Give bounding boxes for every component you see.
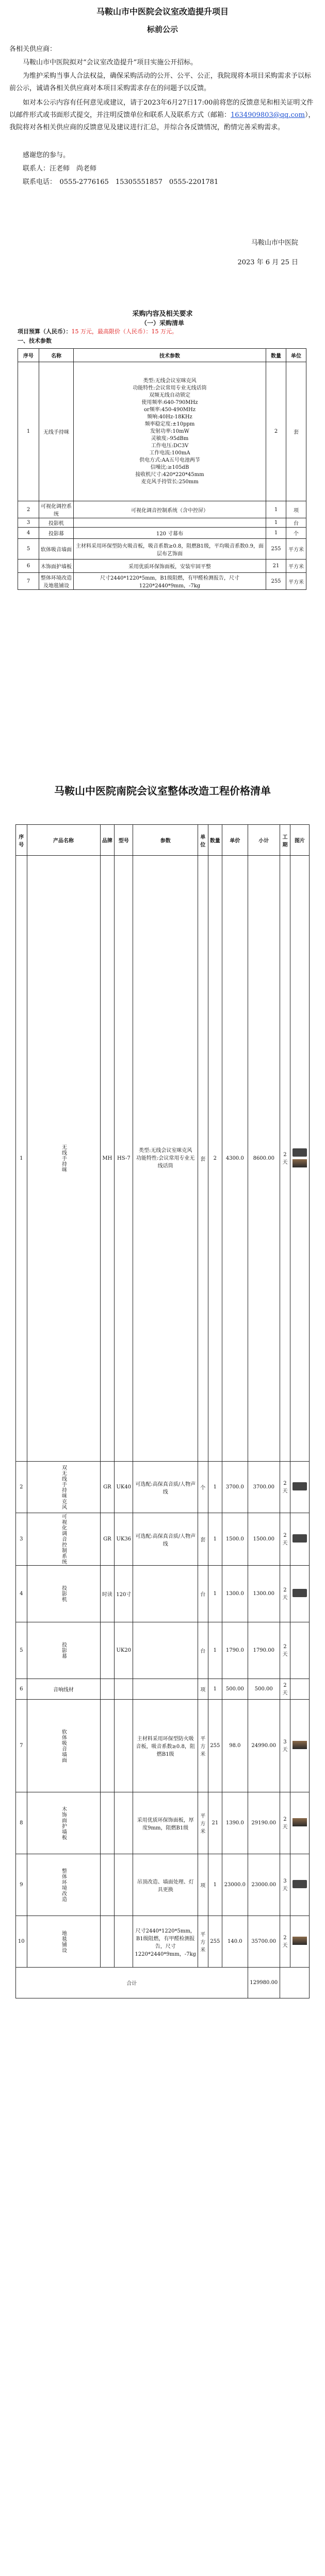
price-h-params: 参数 — [133, 825, 198, 856]
cell-price: 500.00 — [222, 1679, 248, 1700]
table-row — [16, 1513, 310, 1566]
cell-image — [290, 1854, 310, 1916]
cell-params — [74, 518, 266, 528]
email-link[interactable]: 1634909803@qq.com — [231, 111, 305, 119]
cell-no: 1 — [18, 362, 39, 501]
cell-no: 5 — [18, 539, 39, 560]
cell-brand: MH — [100, 856, 115, 1462]
cell-model — [115, 1854, 133, 1916]
cell-qty: 1 — [208, 1854, 222, 1916]
table-row — [18, 501, 306, 518]
cell-brand: GR — [100, 1462, 115, 1513]
cell-unit: 套 — [286, 362, 306, 501]
cell-image — [290, 856, 310, 1462]
cell-qty: 255 — [266, 573, 286, 590]
budget-label: 项目预算（人民币）： — [18, 328, 72, 335]
cell-params: 类型:无线会议室咪克风 功能特性:会议常用专业无线话筒 — [133, 856, 198, 1462]
cell-no: 2 — [16, 1462, 27, 1513]
price-h-no: 序号 — [16, 825, 27, 856]
cell-unit: 平方米 — [286, 560, 306, 573]
table-row — [16, 1622, 310, 1679]
cell-unit: 套 — [198, 856, 208, 1462]
price-header — [16, 825, 310, 856]
para2: 为维护采购当事人合法权益，确保采购活动的公开、公平、公正，我院现将本项目采购需求予以标前公示，诚请各相关供应商对本项目采购需求存在的问题予以反馈。 — [9, 72, 312, 92]
price-h-brand: 品牌 — [100, 825, 115, 856]
cell-unit: 平方米 — [198, 1916, 208, 1968]
cell-unit: 个 — [286, 528, 306, 539]
table-row — [16, 1679, 310, 1700]
cell-qty: 21 — [208, 1792, 222, 1854]
cell-params: 尺寸2440*1220*5mm，B1级阻燃，有甲醛检测报告，尺寸1220*2440*9mm，-7kg — [74, 573, 266, 590]
cell-period: 2天 — [280, 1513, 290, 1566]
cell-qty: 1 — [208, 1462, 222, 1513]
cell-model: UK40 — [115, 1462, 133, 1513]
cell-period: 3天 — [280, 1854, 290, 1916]
cell-qty: 2 — [208, 856, 222, 1462]
cell-price: 1390.0 — [222, 1792, 248, 1854]
table-row — [16, 856, 310, 1462]
price-h-price: 单价 — [222, 825, 248, 856]
cell-period: 2天 — [280, 1566, 290, 1622]
cell-name: 整体环境改造 — [27, 1854, 100, 1916]
cell-name: 地毯铺设 — [27, 1916, 100, 1968]
cell-qty: 1 — [208, 1622, 222, 1679]
total-label: 合计 — [16, 1968, 248, 1998]
price-table — [15, 824, 310, 1998]
cell-brand — [100, 1854, 115, 1916]
cell-params — [133, 1566, 198, 1622]
cell-image — [290, 1916, 310, 1968]
cell-no: 4 — [18, 528, 39, 539]
tech-h-params: 技术参数 — [74, 349, 266, 362]
cell-price: 98.0 — [222, 1700, 248, 1792]
cell-qty: 2 — [266, 362, 286, 501]
tech-title: 一、技术参数 — [18, 337, 52, 344]
cell-params: 主材料采用环保型防火吸音板，吸音系数≥0.8，阻燃B1级 — [133, 1700, 198, 1792]
cell-sub: 1500.00 — [248, 1513, 280, 1566]
req-sub: （一）采购清单 — [140, 319, 184, 327]
contact: 联系人：汪老师 尚老师 — [23, 165, 97, 173]
product-photo-icon — [293, 1818, 307, 1826]
cell-no: 7 — [18, 573, 39, 590]
price-h-period: 工期 — [280, 825, 290, 856]
cell-qty: 1 — [208, 1679, 222, 1700]
cell-name: 音响线材 — [27, 1679, 100, 1700]
cell-qty: 21 — [266, 560, 286, 573]
cell-qty: 1 — [208, 1566, 222, 1622]
cell-model — [115, 1916, 133, 1968]
cell-unit: 台 — [198, 1566, 208, 1622]
table-row — [16, 1462, 310, 1513]
cell-no: 3 — [16, 1513, 27, 1566]
cell-model — [115, 1700, 133, 1792]
cell-params — [133, 1679, 198, 1700]
cell-no: 6 — [16, 1679, 27, 1700]
price-h-sub: 小计 — [248, 825, 280, 856]
cell-period: 2天 — [280, 856, 290, 1462]
tech-header — [18, 349, 306, 362]
table-row — [16, 1700, 310, 1792]
cell-unit: 平方米 — [286, 573, 306, 590]
cell-name: 可视化调控系统 — [39, 501, 74, 518]
cell-unit: 项 — [198, 1854, 208, 1916]
cell-name: 软体吸音墙面 — [27, 1700, 100, 1792]
cell-qty: 1 — [266, 518, 286, 528]
cell-image — [290, 1462, 310, 1513]
cell-no: 1 — [16, 856, 27, 1462]
cell-params: 可选配:高保真音质/人物声线 — [133, 1513, 198, 1566]
cell-params: 尺寸2440*1220*5mm，B1级阻燃，有甲醛检测报告，尺寸1220*2440*9mm，-7kg — [133, 1916, 198, 1968]
cell-brand: 时读 — [100, 1566, 115, 1622]
product-photo-icon — [293, 1534, 307, 1543]
list-title: 马鞍山中医院南院会议室整体改造工程价格清单 — [54, 785, 271, 797]
tech-h-qty: 数量 — [266, 349, 286, 362]
cell-name: 软体吸音墙面 — [39, 539, 74, 560]
cell-image — [290, 1792, 310, 1854]
cell-period: 3天 — [280, 1700, 290, 1792]
phone: 联系电话： 0555-2776165 15305551857 0555-2201781 — [23, 178, 219, 186]
cell-price: 4300.0 — [222, 856, 248, 1462]
cell-name: 双无线手持咪克风 — [27, 1462, 100, 1513]
price-h-name: 产品名称 — [27, 825, 100, 856]
price-h-model: 型号 — [115, 825, 133, 856]
cell-period: 2天 — [280, 1462, 290, 1513]
cell-qty: 255 — [208, 1700, 222, 1792]
cell-no: 6 — [18, 560, 39, 573]
table-row — [16, 1792, 310, 1854]
table-row — [18, 528, 306, 539]
cell-price: 23000.0 — [222, 1854, 248, 1916]
tech-table — [18, 348, 306, 590]
cell-price: 1300.0 — [222, 1566, 248, 1622]
cell-brand — [100, 1622, 115, 1679]
table-row — [16, 1566, 310, 1622]
tech-h-no: 序号 — [18, 349, 39, 362]
cell-name: 投影机 — [39, 518, 74, 528]
product-photo-icon — [293, 1937, 307, 1945]
cell-model: HS-7 — [115, 856, 133, 1462]
cell-unit: 项 — [286, 501, 306, 518]
cell-params: 可视化调音控制系统（含中控屏） — [74, 501, 266, 518]
para3-a: 如对本公示内容有任何意见或建议，请于2023年6月27日17:00前将您的反馈意见和相关证明文件以邮件形式或书面形式提交，并注明反馈单位和联系人及联系方式（邮箱： — [9, 99, 314, 119]
cell-name: 木饰面护墙板 — [27, 1792, 100, 1854]
notice-subtitle: 标前公示 — [147, 25, 178, 34]
cell-no: 8 — [16, 1792, 27, 1854]
cell-unit: 个 — [198, 1462, 208, 1513]
cell-sub: 29190.00 — [248, 1792, 280, 1854]
cell-no: 9 — [16, 1854, 27, 1916]
table-row — [16, 1916, 310, 1968]
cell-image — [290, 1700, 310, 1792]
total-value: 129980.00 — [248, 1968, 280, 1998]
cell-unit: 台 — [198, 1622, 208, 1679]
table-row — [18, 560, 306, 573]
cell-no: 7 — [16, 1700, 27, 1792]
cell-price: 3700.0 — [222, 1462, 248, 1513]
cell-name: 木饰面护墙板 — [39, 560, 74, 573]
cell-brand — [100, 1916, 115, 1968]
cell-qty: 1 — [266, 501, 286, 518]
total-empty — [280, 1968, 309, 1998]
product-photo-icon — [293, 1148, 307, 1157]
cell-unit: 台 — [286, 518, 306, 528]
cell-params: 吊顶改造、墙面处理、灯具更换 — [133, 1854, 198, 1916]
cell-no: 5 — [16, 1622, 27, 1679]
product-photo-icon — [293, 1741, 307, 1749]
cell-params: 可选配:高保真音质/人物声线 — [133, 1462, 198, 1513]
cell-unit: 项 — [198, 1679, 208, 1700]
cell-no: 2 — [18, 501, 39, 518]
product-photo-icon — [293, 1159, 307, 1167]
cell-params: 120 寸幕布 — [74, 528, 266, 539]
cell-no: 4 — [16, 1566, 27, 1622]
cell-model — [115, 1679, 133, 1700]
cell-sub: 3700.00 — [248, 1462, 280, 1513]
notice-title: 马鞍山市中医院会议室改造提升项目 — [96, 7, 229, 16]
product-photo-icon — [293, 1880, 307, 1888]
thanks: 感谢您的参与。 — [23, 151, 70, 159]
cell-qty: 255 — [208, 1916, 222, 1968]
total-row — [16, 1968, 310, 1998]
cell-qty: 255 — [266, 539, 286, 560]
cell-qty: 1 — [266, 528, 286, 539]
cell-image — [290, 1566, 310, 1622]
cell-params: 采用优质环保饰面板，安装牢固平整 — [74, 560, 266, 573]
greeting: 各相关供应商： — [9, 45, 57, 53]
cell-period: 2天 — [280, 1792, 290, 1854]
cell-unit: 平方米 — [286, 539, 306, 560]
cell-price: 1790.0 — [222, 1622, 248, 1679]
cell-period: 2天 — [280, 1916, 290, 1968]
req-title: 采购内容及相关要求 — [132, 310, 193, 318]
cell-model: UK20 — [115, 1622, 133, 1679]
cell-unit: 平方米 — [198, 1700, 208, 1792]
table-row — [18, 518, 306, 528]
cell-sub: 35700.00 — [248, 1916, 280, 1968]
budget-value: 15 万元，最高限价（人民币）：15 万元。 — [71, 328, 177, 335]
cell-price: 1500.0 — [222, 1513, 248, 1566]
table-row — [18, 573, 306, 590]
cell-sub: 500.00 — [248, 1679, 280, 1700]
cell-model — [115, 1792, 133, 1854]
cell-period: 2天 — [280, 1679, 290, 1700]
cell-sub: 23000.00 — [248, 1854, 280, 1916]
cell-brand: GR — [100, 1513, 115, 1566]
cell-qty: 1 — [208, 1513, 222, 1566]
price-h-qty: 数量 — [208, 825, 222, 856]
cell-unit: 套 — [198, 1513, 208, 1566]
cell-sub: 24990.00 — [248, 1700, 280, 1792]
cell-model: UK36 — [115, 1513, 133, 1566]
table-row — [16, 1854, 310, 1916]
cell-sub: 8600.00 — [248, 856, 280, 1462]
tech-h-unit: 单位 — [286, 349, 306, 362]
cell-name: 投影幕 — [39, 528, 74, 539]
cell-no: 3 — [18, 518, 39, 528]
cell-sub: 1300.00 — [248, 1566, 280, 1622]
cell-name: 可视化调音控制系统 — [27, 1513, 100, 1566]
price-h-image: 图片 — [290, 825, 310, 856]
cell-sub: 1790.00 — [248, 1622, 280, 1679]
cell-model: 120寸 — [115, 1566, 133, 1622]
table-row — [18, 539, 306, 560]
cell-name: 投影幕 — [27, 1622, 100, 1679]
cell-name: 投影机 — [27, 1566, 100, 1622]
cell-no: 10 — [16, 1916, 27, 1968]
price-h-unit: 单位 — [198, 825, 208, 856]
cell-period: 2天 — [280, 1622, 290, 1679]
cell-params: 类型:无线会议室咪克风 功能特性:会议常用专业无线话筒 双频无线自动锁定 使用频率:640-790MHz or频率:450-490MHz 频响:40Hz-18KHz 频率稳定度:±10ppm 发射功率:10mW 灵敏度:-95dBm 工作电压:DC3V 工作电流:100mA 供电方式:AA五号电池两节 信噪比:≥105dB 接收机尺寸:420*220*45mm 麦克风手持管长:250mm — [74, 362, 266, 501]
cell-image — [290, 1513, 310, 1566]
date: 2023 年 6 月 25 日 — [237, 259, 298, 266]
cell-brand — [100, 1792, 115, 1854]
table-row — [18, 362, 306, 501]
cell-brand — [100, 1679, 115, 1700]
cell-params: 采用优质环保饰面板，厚度9mm，阻燃B1级 — [133, 1792, 198, 1854]
tech-h-name: 名称 — [39, 349, 74, 362]
cell-name: 无线手持咪 — [39, 362, 74, 501]
cell-image — [290, 1679, 310, 1700]
para3 — [9, 97, 316, 134]
para3-b: ），我院将对各相关供应商的反馈意见及建议进行汇总，并综合各反馈情况，酌情完善采购需求。 — [9, 111, 315, 131]
cell-params: 主材料采用环保型防火吸音板，吸音系数≥0.8，阻燃B1级，平均吸音系数0.9，面层布艺饰面 — [74, 539, 266, 560]
cell-image — [290, 1622, 310, 1679]
product-photo-icon — [293, 1482, 307, 1490]
cell-price: 140.0 — [222, 1916, 248, 1968]
para1: 马鞍山市中医院拟对“会议室改造提升”项目实施公开招标。 — [23, 59, 198, 66]
cell-brand — [100, 1700, 115, 1792]
org-sign: 马鞍山市中医院 — [251, 239, 298, 247]
cell-unit: 平方米 — [198, 1792, 208, 1854]
product-photo-icon — [293, 1589, 307, 1597]
cell-name: 整体环境改造及地毯铺设 — [39, 573, 74, 590]
cell-params — [133, 1622, 198, 1679]
cell-name: 无线手持咪 — [27, 856, 100, 1462]
